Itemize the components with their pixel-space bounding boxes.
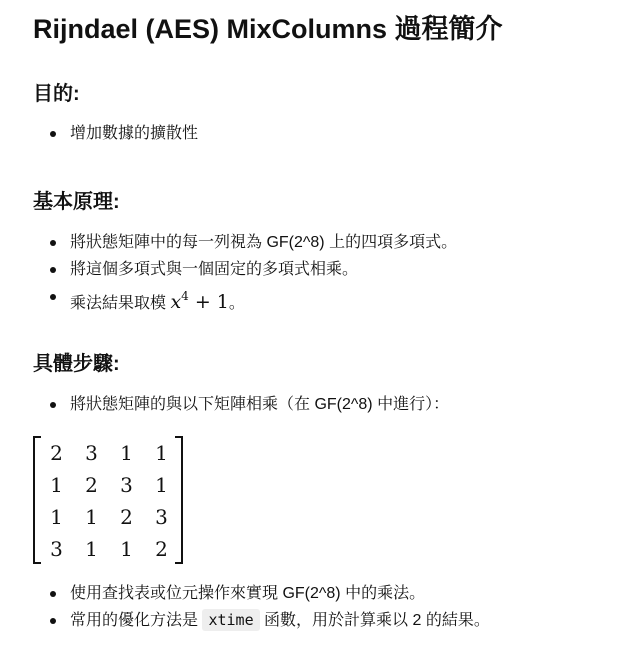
matrix-cell: 3 xyxy=(85,441,98,465)
modulo-prefix: 乘法結果取模 xyxy=(70,295,171,312)
matrix-cell: 1 xyxy=(155,441,168,465)
steps-list xyxy=(33,391,449,418)
matrix-cell: 2 xyxy=(155,537,168,561)
xtime-code: xtime xyxy=(202,609,259,631)
matrix-cell: 1 xyxy=(50,473,63,497)
matrix-cell: 3 xyxy=(155,505,168,529)
purpose-heading: 目的: xyxy=(33,83,80,105)
modulo-suffix: 。 xyxy=(228,295,245,312)
bullet-icon xyxy=(50,267,56,273)
steps-heading: 具體步驟: xyxy=(33,353,120,375)
matrix-row xyxy=(39,469,179,501)
list-item-suffix: 函數，用於計算乘以 2 的結果。 xyxy=(259,612,490,629)
matrix-cell: 1 xyxy=(120,441,133,465)
list-item xyxy=(33,391,449,418)
matrix-cell: 1 xyxy=(120,537,133,561)
bullet-icon xyxy=(50,131,56,137)
principle-list xyxy=(33,229,458,313)
matrix-cell: 3 xyxy=(120,473,133,497)
list-item-text: 將狀態矩陣中的每一列視為 GF(2^8) 上的四項多項式。 xyxy=(70,234,458,251)
matrix-cell: 1 xyxy=(85,537,98,561)
list-item xyxy=(33,283,457,313)
matrix-cell: 1 xyxy=(50,505,63,529)
list-item-text: 將這個多項式與一個固定的多項式相乘。 xyxy=(70,261,359,278)
list-item xyxy=(33,120,198,147)
list-item xyxy=(33,607,490,634)
formula-exponent: 4 xyxy=(181,289,189,303)
matrix-cell: 2 xyxy=(50,441,63,465)
formula-rest: + 1 xyxy=(188,291,229,313)
mixcolumns-matrix xyxy=(33,436,183,562)
steps-list-continued xyxy=(33,580,490,634)
list-item xyxy=(33,229,457,256)
list-item-text: 使用查找表或位元操作來實現 GF(2^8) 中的乘法。 xyxy=(70,585,426,602)
purpose-list xyxy=(33,120,198,147)
bullet-icon xyxy=(50,402,56,408)
list-item-text: 增加數據的擴散性 xyxy=(70,125,199,142)
matrix-cell: 1 xyxy=(155,473,168,497)
matrix-cell: 2 xyxy=(85,473,98,497)
principle-heading: 基本原理: xyxy=(33,191,120,213)
bullet-icon xyxy=(50,240,56,246)
matrix-table xyxy=(39,437,179,565)
bullet-icon xyxy=(50,294,56,300)
page-title: Rijndael (AES) MixColumns 過程簡介 xyxy=(33,14,503,44)
formula-base: x xyxy=(170,291,182,313)
list-item xyxy=(33,256,457,283)
matrix-row xyxy=(39,501,179,533)
list-item-text: 將狀態矩陣的與以下矩陣相乘（在 GF(2^8) 中進行）： xyxy=(70,396,450,413)
bullet-icon xyxy=(50,591,56,597)
list-item xyxy=(33,580,490,607)
matrix-row xyxy=(39,437,179,469)
matrix-cell: 1 xyxy=(85,505,98,529)
modulo-formula xyxy=(170,291,228,313)
matrix-cell: 2 xyxy=(120,505,133,529)
bullet-icon xyxy=(50,618,56,624)
matrix-cell: 3 xyxy=(50,537,63,561)
list-item-prefix: 常用的優化方法是 xyxy=(70,612,203,629)
matrix-row xyxy=(39,533,179,565)
